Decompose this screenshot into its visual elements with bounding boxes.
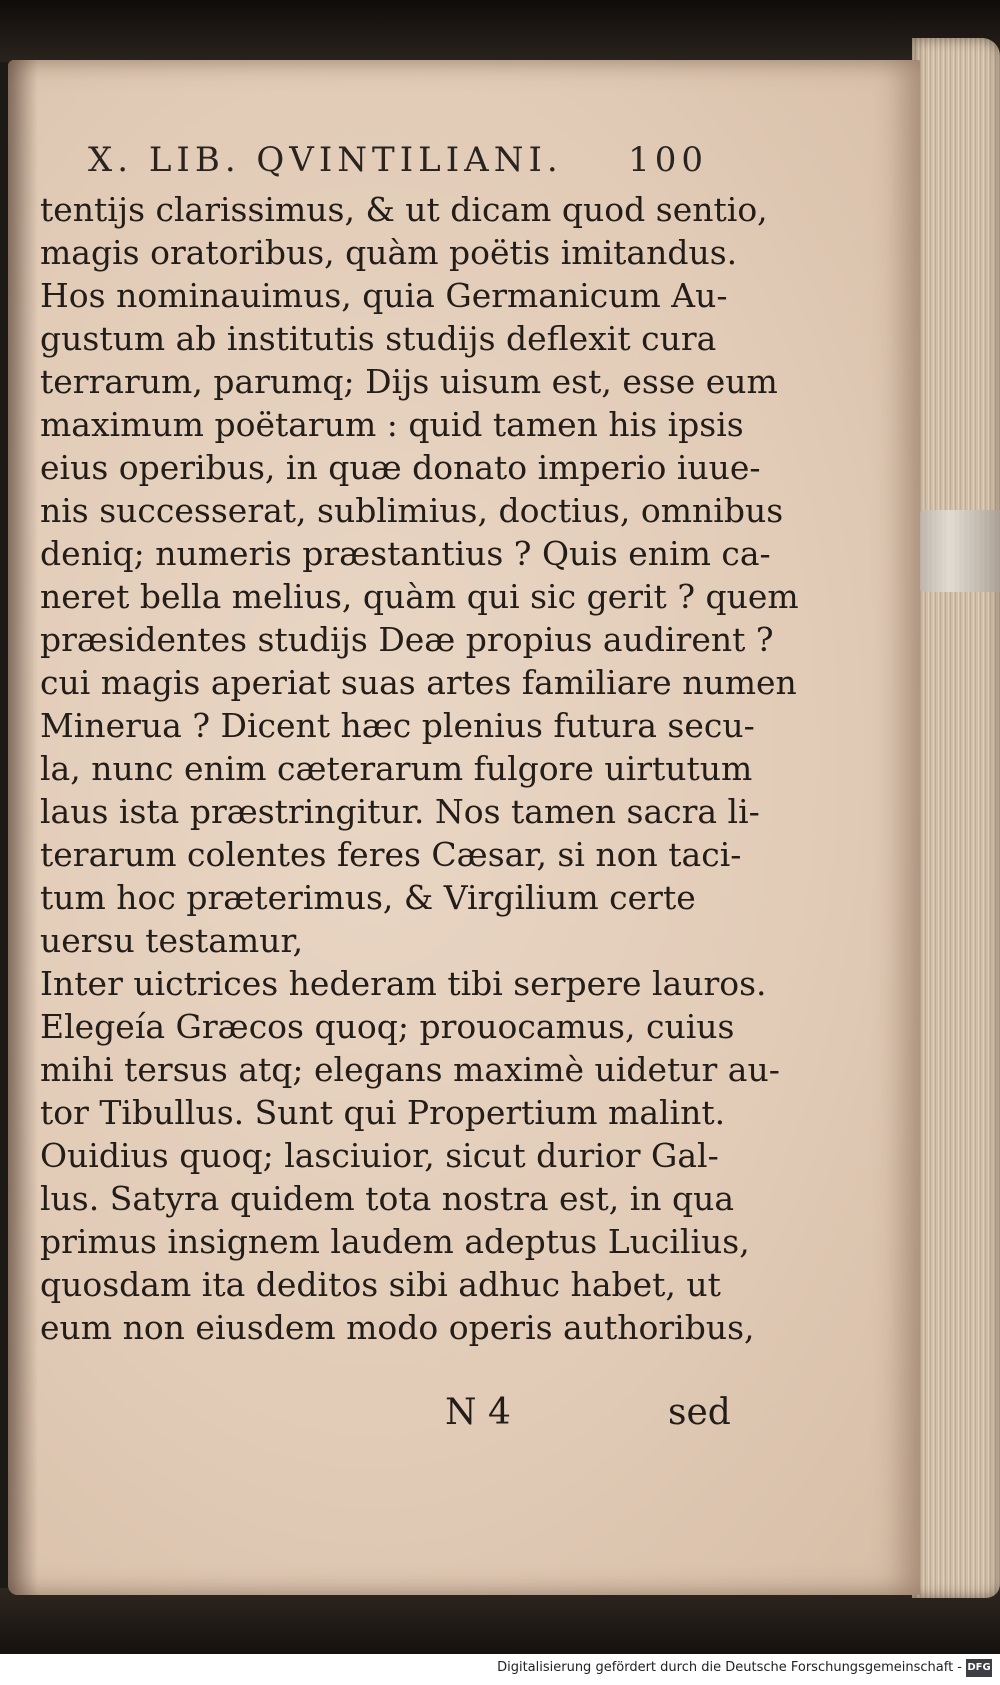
verse-line: Inter uictrices hederam tibi serpere lauros.	[40, 964, 767, 1003]
book-clasp	[916, 510, 1000, 592]
text-line: eius operibus, in quæ donato imperio iuue-	[40, 448, 761, 487]
text-line: laus ista præstringitur. Nos tamen sacra li-	[40, 792, 760, 831]
book-cover-top	[0, 0, 1000, 62]
page-text-block	[40, 188, 799, 1349]
text-line: deniq; numeris præstantius ? Quis enim ca-	[40, 534, 771, 573]
text-line: Hos nominauimus, quia Germanicum Au-	[40, 276, 728, 315]
text-line: cui magis aperiat suas artes familiare numen	[40, 663, 797, 702]
folio-number: 100	[628, 140, 708, 180]
text-line: maximum poëtarum : quid tamen his ipsis	[40, 405, 744, 444]
text-line: uersu testamur,	[40, 921, 304, 960]
text-line: Ouidius quoq; lasciuior, sicut durior Gal-	[40, 1136, 719, 1175]
text-line: primus insignem laudem adeptus Lucilius,	[40, 1222, 750, 1261]
text-line: nis successerat, sublimius, doctius, omnibus	[40, 491, 784, 530]
text-line: tor Tibullus. Sunt qui Propertium malint.	[40, 1093, 726, 1132]
text-line: neret bella melius, quàm qui sic gerit ? quem	[40, 577, 799, 616]
text-line: mihi tersus atq; elegans maximè uidetur au-	[40, 1050, 780, 1089]
text-line: præsidentes studijs Deæ propius audirent ?	[40, 620, 774, 659]
text-line: gustum ab institutis studijs deflexit cura	[40, 319, 717, 358]
text-line: terarum colentes feres Cæsar, si non taci-	[40, 835, 742, 874]
credit-text: Digitalisierung gefördert durch die Deutsche Forschungsgemeinschaft -	[497, 1660, 962, 1675]
dfg-logo: DFG	[966, 1659, 992, 1677]
text-line: quosdam ita deditos sibi adhuc habet, ut	[40, 1265, 721, 1304]
text-line: terrarum, parumq; Dijs uisum est, esse eum	[40, 362, 778, 401]
text-line: la, nunc enim cæterarum fulgore uirtutum	[40, 749, 753, 788]
text-line: Minerua ? Dicent hæc plenius futura secu-	[40, 706, 755, 745]
running-head-title: X. LIB. QVINTILIANI.	[88, 140, 563, 180]
text-line: lus. Satyra quidem tota nostra est, in qua	[40, 1179, 735, 1218]
digitization-credit-bar	[0, 1654, 1000, 1685]
running-head	[88, 140, 708, 180]
text-line: Elegeía Græcos quoq; prouocamus, cuius	[40, 1007, 735, 1046]
book-cover-bottom	[0, 1588, 1000, 1654]
text-line: tum hoc præterimus, & Virgilium certe	[40, 878, 696, 917]
signature-mark: N 4	[445, 1392, 511, 1433]
page-edges	[912, 38, 1000, 1598]
gutter-shadow	[8, 60, 38, 1595]
catchword: sed	[668, 1392, 731, 1433]
text-line: tentijs clarissimus, & ut dicam quod sentio,	[40, 190, 768, 229]
text-line: eum non eiusdem modo operis authoribus,	[40, 1308, 755, 1347]
text-line: magis oratoribus, quàm poëtis imitandus.	[40, 233, 738, 272]
